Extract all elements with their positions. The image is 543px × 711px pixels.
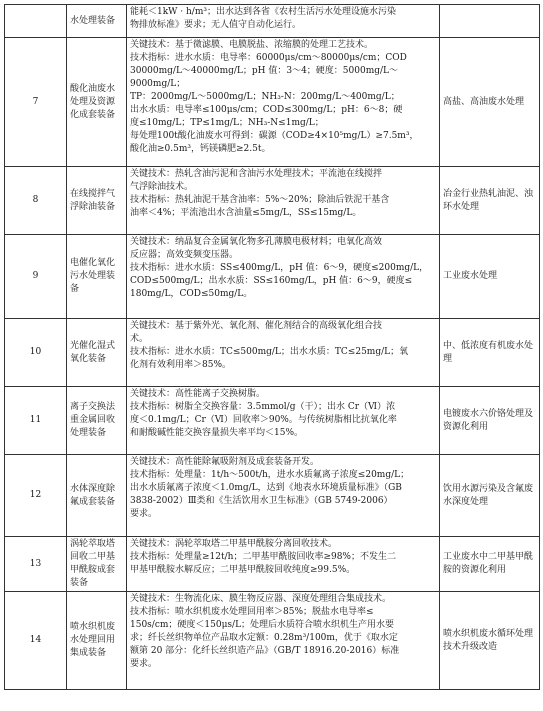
equipment-name: 光催化湿式氧化装备: [67, 319, 127, 387]
equipment-name: 涡轮萃取塔回收二甲基甲酰胺成套装备: [67, 537, 127, 592]
tech-line: 甲基甲酰胺水解反应；二甲基甲酰胺回收纯度≥99.5%。: [130, 565, 356, 575]
tech-line: 30000mg/L～40000mg/L；pH 值：3～4；硬度：5000mg/L～9000mg/L；: [130, 66, 399, 89]
key-technology-cell: [127, 38, 440, 167]
tech-line: 关键技术：基于微滤膜、电膜脱盐、浓缩膜的处理工艺技术。: [130, 40, 374, 50]
equipment-name: 离子交换法重金属回收处理装备: [67, 387, 127, 455]
key-technology-cell: [127, 455, 440, 537]
tech-line: 技术指标：喷水织机废水处理回用率＞85%；脱盐水电导率≤: [130, 607, 374, 617]
application-scope: 中、低浓度有机废水处理: [440, 319, 540, 387]
equipment-name: 喷水织机废水处理回用集成装备: [67, 592, 127, 690]
application-scope: 冶金行业热轧油泥、浊环水处理: [440, 167, 540, 235]
row-number: 7: [5, 38, 67, 167]
application-scope: 喷水织机废水循环处理技术升级改造: [440, 592, 540, 690]
tech-line: 度≤10mg/L；TP≤1mg/L；NH₃-N≤1mg/L；: [130, 118, 324, 128]
table-row: [5, 537, 540, 592]
table-body: [5, 5, 540, 690]
row-number: 13: [5, 537, 67, 592]
tech-line: 和耐酸碱性能交换容量损失率平均＜15%。: [130, 428, 304, 438]
key-technology-cell: [127, 537, 440, 592]
table-row: [5, 592, 540, 690]
tech-line: 出水水质：电导率≤100μs/cm；COD≤300mg/L；pH：6～8；硬: [130, 105, 403, 115]
table-row: [5, 5, 540, 38]
document-page: [4, 4, 539, 690]
tech-line: 求；纤长丝织物单位产品取水定额：0.28m³/100m，优于《取水定: [130, 633, 398, 643]
key-technology-cell: [127, 5, 440, 38]
tech-line: 3838-2002）Ⅲ类和《生活饮用水卫生标准》（GB 5749-2006）: [130, 496, 393, 506]
tech-line: 技术指标：进水水质：SS≤400mg/L，pH 值：6～9，硬度≤200mg/L，: [130, 263, 429, 273]
row-number: 14: [5, 592, 67, 690]
tech-line: 关键技术：纳晶复合金属氧化物多孔薄膜电极材料；电氧化高效: [130, 237, 383, 247]
tech-line: 180mg/L，COD≤50mg/L。: [130, 289, 253, 299]
key-technology-cell: [127, 387, 440, 455]
tech-line: 技术指标：进水水质：TC≤500mg/L；出水水质：TC≤25mg/L；氧: [130, 347, 409, 357]
tech-line: 关键技术：生物流化床、膜生物反应器、深度处理组合集成技术。: [130, 594, 392, 604]
tech-line: 要求。: [130, 659, 158, 669]
table-row: [5, 235, 540, 319]
tech-line: 气浮除油技术。: [130, 182, 194, 192]
equipment-name: 电催化氧化污水处理装备: [67, 235, 127, 319]
tech-line: 能耗＜1kW · h/m³；出水达到各省《农村生活污水处理设施水污染: [130, 7, 396, 17]
equipment-name: 酸化油废水处理及资源化成套装备: [67, 38, 127, 167]
tech-line: 油率＜4%；平流池出水含油量≤5mg/L，SS≤15mg/L。: [130, 208, 362, 218]
table-row: [5, 387, 540, 455]
tech-line: 150s/cm；硬度＜150μs/L；处理后水质符合喷水织机生产用水要: [130, 620, 395, 630]
tech-line: 酸化油≥0.5m³，钙镁磷肥≥2.5t。: [130, 144, 271, 154]
tech-line: 术。: [130, 334, 149, 344]
table-row: [5, 38, 540, 167]
application-scope: 工业废水中二甲基甲酰胺的资源化利用: [440, 537, 540, 592]
tech-line: TP：2000mg/L～5000mg/L；NH₃-N：200mg/L～400mg/L；: [130, 92, 400, 102]
tech-line: 关键技术：涡轮萃取塔二甲基甲酰胺分离回收技术。: [130, 539, 338, 549]
application-scope: 电镀废水六价铬处理及资源化利用: [440, 387, 540, 455]
key-technology-cell: [127, 167, 440, 235]
key-technology-cell: [127, 319, 440, 387]
tech-line: COD≤500mg/L；出水水质：SS≤160mg/L，pH 值：6～9，硬度≤: [130, 276, 413, 286]
tech-line: 关键技术：高性能离子交换树脂。: [130, 389, 266, 399]
tech-line: 每处理100t酸化油废水可得到：碳源（COD≥4×10⁵mg/L）≥7.5m³，: [130, 131, 419, 141]
tech-line: 额第 20 部分：化纤长丝织造产品》（GB/T 18916.20-2016）标准: [130, 646, 400, 656]
key-technology-cell: [127, 235, 440, 319]
equipment-table: [4, 4, 540, 690]
tech-line: 度＜0.1mg/L；Cr（Ⅵ）回收率＞90%。与传统树脂相比抗氧化率: [130, 415, 397, 425]
row-number: 8: [5, 167, 67, 235]
tech-line: 技术指标：树脂全交换容量：3.5mmol/g（干）；出水 Cr（Ⅵ）浓: [130, 402, 396, 412]
tech-line: 出水水质氟离子浓度＜1.0mg/L，达到《地表水环境质量标准》（GB: [130, 483, 402, 493]
tech-line: 关键技术：热轧含油污泥和含油污水处理技术；平流池在线搅拌: [130, 169, 383, 179]
tech-line: 要求。: [130, 509, 158, 519]
tech-line: 技术指标：热轧油泥干基含油率：5%～20%；除油后铁泥干基含: [130, 195, 390, 205]
tech-line: 技术指标：处理量≥12t/h；二甲基甲酰胺回收率≥98%；不发生二: [130, 552, 396, 562]
equipment-name: 在线搅拌气浮除油装备: [67, 167, 127, 235]
row-number: 10: [5, 319, 67, 387]
equipment-name: 水体深度除氟成套装备: [67, 455, 127, 537]
tech-line: 技术指标：处理量：1t/h～500t/h，进水水质氟离子浓度≤20mg/L；: [130, 470, 410, 480]
tech-line: 技术指标：进水水质：电导率：60000μs/cm～80000μs/cm；COD: [130, 53, 407, 63]
row-number: 12: [5, 455, 67, 537]
application-scope: 工业废水处理: [440, 235, 540, 319]
table-row: [5, 319, 540, 387]
application-scope: [440, 5, 540, 38]
row-number: 11: [5, 387, 67, 455]
row-number: [5, 5, 67, 38]
equipment-name: 水处理装备: [67, 5, 127, 38]
application-scope: 饮用水源污染及含氟废水深度处理: [440, 455, 540, 537]
table-row: [5, 167, 540, 235]
tech-line: 物排放标准》要求；无人值守自动化运行。: [130, 20, 302, 30]
tech-line: 化剂有效利用率＞85%。: [130, 360, 232, 370]
application-scope: 高盐、高油废水处理: [440, 38, 540, 167]
tech-line: 关键技术：基于紫外光、氧化剂、催化剂结合的高级氧化组合技: [130, 321, 383, 331]
key-technology-cell: [127, 592, 440, 690]
tech-line: 关键技术：高性能除氟吸附剂及成套装备开发。: [130, 457, 320, 467]
table-row: [5, 455, 540, 537]
tech-line: 反应器；高效变频变压器。: [130, 250, 239, 260]
row-number: 9: [5, 235, 67, 319]
